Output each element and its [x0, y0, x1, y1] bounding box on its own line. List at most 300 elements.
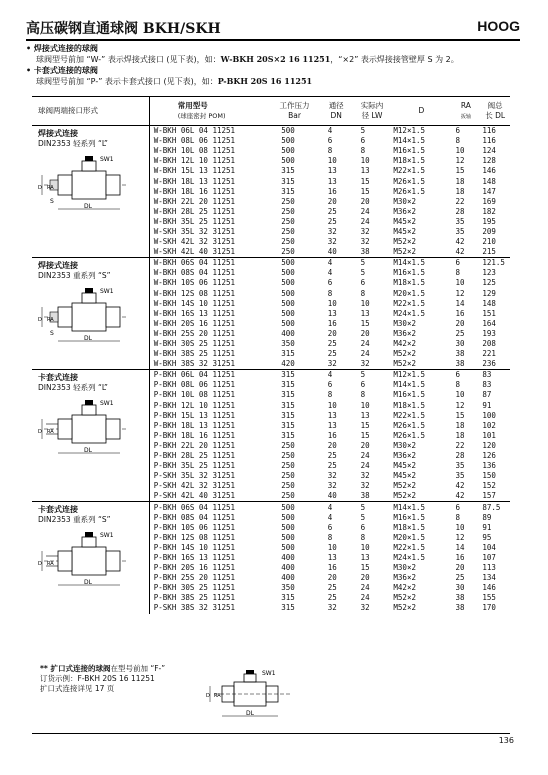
model-cell: W-BKH 18L 16 11251 [153, 186, 236, 196]
sw-label: SW1 [100, 156, 114, 163]
bore-cell: 8 [327, 390, 333, 400]
lw-cell: 20 [360, 573, 370, 583]
connection-cell [32, 370, 149, 502]
ra-cell: 18 [455, 186, 465, 196]
bore-cell: 6 [327, 522, 333, 532]
pressure-cell: 500 [281, 146, 295, 156]
pressure-cell: 250 [281, 237, 295, 247]
d-cell: M52×2 [393, 359, 416, 369]
model-cell: W-BKH 06S 04 11251 [149, 258, 269, 269]
bore-cell: 10 [327, 298, 337, 308]
model-cell: W-BKH 14S 10 11251 [153, 298, 236, 308]
lw-cell: 5 [360, 268, 366, 278]
ra-cell: 35 [455, 216, 465, 226]
model-cell: W-BKH 38S 25 11251 [153, 349, 236, 359]
d-cell: M16×1.5 [393, 146, 426, 156]
ra-cell: 22 [455, 440, 465, 450]
connection-title: 焊接式连接 [38, 129, 78, 138]
group-2 [32, 370, 510, 502]
dl-cell: 157 [482, 491, 496, 501]
lw-cell: 20 [360, 328, 370, 338]
model-cell: P-BKH 16S 13 11251 [153, 552, 236, 562]
connection-cell [32, 126, 149, 258]
pressure-cell: 500 [269, 126, 320, 137]
model-cell: W-SKH 42L 40 31251 [153, 247, 236, 257]
model-cell: P-BKH 22L 20 11251 [153, 440, 236, 450]
ra-cell: 15 [455, 410, 465, 420]
model-cell: W-BKH 10L 08 11251 [153, 146, 236, 156]
col-dl: 阀总 长 DL [480, 97, 510, 126]
bore-cell: 6 [327, 136, 333, 146]
footer-head: ** 扩口式连接的球阀 [40, 664, 111, 673]
connection-cell [32, 258, 149, 370]
pressure-cell: 250 [281, 481, 295, 491]
note-welded [26, 43, 531, 65]
dl-cell: 100 [482, 410, 496, 420]
s-label: S [50, 330, 54, 338]
header-rule [26, 39, 520, 41]
ra-cell: 38 [455, 359, 465, 369]
dl-cell: 182 [482, 206, 496, 216]
ra-cell: 8 [455, 512, 460, 522]
pressure-cell: 315 [281, 593, 295, 603]
bore-cell: 13 [327, 410, 337, 420]
model-cell: W-BKH 35L 25 11251 [153, 216, 236, 226]
brand-logo: HOOG [477, 18, 520, 34]
dl-cell: 129 [482, 288, 496, 298]
connection-subtitle: DIN2353 重系列 “S” [38, 271, 111, 281]
lw-cell: 15 [360, 318, 370, 328]
d-cell: M18×1.5 [393, 278, 426, 288]
d-cell: M14×1.5 [393, 380, 426, 390]
d-cell: M30×2 [393, 563, 416, 573]
bore-cell: 8 [327, 532, 333, 542]
ra-cell: 6 [451, 258, 480, 269]
dl-cell: 121.5 [480, 258, 510, 269]
dl-cell: 155 [482, 593, 496, 603]
lw-cell: 10 [360, 156, 370, 166]
note-body: 球阀型号前加 “W-” 表示焊接式接口 (见下表)，如：W-BKH 20S×2 16 11251，“×2” 表示焊接接管壁厚 S 为 2。 [36, 54, 459, 64]
table-row [32, 370, 510, 381]
d-cell: M52×2 [393, 237, 416, 247]
d-cell: M24×1.5 [393, 552, 426, 562]
pressure-cell: 315 [281, 420, 295, 430]
valve-drawing-svg [38, 285, 132, 347]
lw-cell: 15 [360, 430, 370, 440]
model-cell: W-SKH 35L 32 31251 [153, 226, 236, 236]
ra-cell: 25 [455, 573, 465, 583]
dl-cell: 209 [482, 226, 496, 236]
ra-cell: 6 [451, 370, 480, 381]
ra-cell: 30 [455, 339, 465, 349]
d-cell: M24×1.5 [393, 308, 426, 318]
footer-reference: 扩口式连接详见 17 页 [40, 684, 115, 693]
footer-note [40, 664, 165, 694]
ra-cell: 6 [451, 126, 480, 137]
ra-cell: 10 [455, 522, 465, 532]
valve-drawing-svg [38, 397, 132, 459]
ra-cell: 14 [455, 298, 465, 308]
s-label: S [50, 198, 54, 205]
pressure-cell: 250 [281, 226, 295, 236]
dl-label: DL [246, 710, 254, 717]
ra-cell: 20 [455, 563, 465, 573]
pressure-cell: 315 [281, 166, 295, 176]
lw-cell: 24 [360, 583, 370, 593]
dl-cell: 210 [482, 237, 496, 247]
ra-cell: 8 [455, 136, 460, 146]
lw-cell: 13 [360, 308, 370, 318]
model-cell: P-BKH 06S 04 11251 [149, 502, 269, 513]
dl-cell: 208 [482, 339, 496, 349]
d-cell: M42×2 [393, 339, 416, 349]
model-cell: P-BKH 25S 20 11251 [153, 573, 236, 583]
dl-cell: 95 [482, 532, 492, 542]
ra-cell: 38 [455, 603, 465, 613]
valve-drawing-svg [38, 529, 132, 591]
page-number: 136 [498, 736, 514, 745]
col-bore: 通径 DN [320, 97, 353, 126]
bore-cell: 16 [327, 430, 337, 440]
pressure-cell: 315 [281, 349, 295, 359]
notes-section [26, 43, 531, 87]
bore-cell: 32 [327, 603, 337, 613]
pressure-cell: 250 [281, 206, 295, 216]
pressure-cell: 500 [281, 278, 295, 288]
ra-cell: 35 [455, 471, 465, 481]
table-row [32, 126, 510, 137]
model-cell: P-BKH 35L 25 11251 [153, 461, 236, 471]
lw-cell: 5 [360, 512, 366, 522]
dl-cell: 116 [480, 126, 510, 137]
d-cell: M16×1.5 [393, 268, 426, 278]
d-cell: M45×2 [393, 216, 416, 226]
model-cell: W-BKH 38S 32 31251 [153, 359, 236, 369]
dl-label: DL [84, 203, 92, 210]
model-cell: P-SKH 42L 40 31251 [153, 491, 236, 501]
d-cell: M36×2 [393, 328, 416, 338]
d-cell: M52×2 [393, 603, 416, 613]
d-label: D [38, 561, 42, 568]
bore-cell: 10 [327, 542, 337, 552]
group-3 [32, 502, 510, 614]
d-cell: M14×1.5 [391, 502, 451, 513]
dl-cell: 104 [482, 542, 496, 552]
ra-cell: 25 [455, 328, 465, 338]
d-cell: M22×1.5 [393, 166, 426, 176]
bore-cell: 32 [327, 359, 337, 369]
bore-cell: 13 [327, 308, 337, 318]
model-cell: P-BKH 15L 13 11251 [153, 410, 236, 420]
d-cell: M12×1.5 [391, 370, 451, 381]
pressure-cell: 315 [281, 176, 295, 186]
connection-drawing [38, 285, 149, 350]
model-cell: W-BKH 20S 16 11251 [153, 318, 236, 328]
model-cell: W-BKH 28L 25 11251 [153, 206, 236, 216]
note-head: • 卡套式连接的球阀 [26, 66, 98, 75]
d-cell: M26×1.5 [393, 176, 426, 186]
bore-cell: 20 [327, 573, 337, 583]
bore-cell: 4 [327, 268, 333, 278]
d-cell: M45×2 [393, 226, 416, 236]
d-cell: M20×1.5 [393, 532, 426, 542]
dl-cell: 164 [482, 318, 496, 328]
pressure-cell: 250 [281, 491, 295, 501]
model-cell: W-BKH 08S 04 11251 [153, 268, 236, 278]
d-cell: M30×2 [393, 196, 416, 206]
lw-cell: 24 [360, 349, 370, 359]
model-cell: P-BKH 18L 16 11251 [153, 430, 236, 440]
lw-cell: 32 [360, 359, 370, 369]
lw-cell: 10 [360, 298, 370, 308]
lw-cell: 15 [360, 563, 370, 573]
footer-rule [32, 733, 510, 734]
lw-cell: 15 [360, 420, 370, 430]
d-cell: M26×1.5 [393, 420, 426, 430]
spec-table [32, 96, 510, 614]
lw-cell: 24 [360, 206, 370, 216]
bore-cell: 8 [327, 146, 333, 156]
bore-cell: 4 [320, 126, 353, 137]
d-cell: M26×1.5 [393, 430, 426, 440]
dl-cell: 126 [482, 451, 496, 461]
bore-cell: 6 [327, 380, 333, 390]
ra-cell: 35 [455, 461, 465, 471]
bore-cell: 25 [327, 339, 337, 349]
dl-cell: 236 [482, 359, 496, 369]
lw-cell: 5 [353, 126, 392, 137]
ra-cell: 8 [455, 380, 460, 390]
d-cell: M18×1.5 [393, 522, 426, 532]
lw-cell: 8 [360, 390, 366, 400]
lw-cell: 13 [360, 166, 370, 176]
lw-cell: 13 [360, 410, 370, 420]
dl-cell: 152 [482, 481, 496, 491]
bore-cell: 25 [327, 216, 337, 226]
model-cell: P-BKH 38S 25 11251 [153, 593, 236, 603]
pressure-cell: 250 [281, 247, 295, 257]
pressure-cell: 315 [281, 380, 295, 390]
lw-cell: 5 [353, 502, 392, 513]
lw-cell: 5 [353, 370, 392, 381]
bore-cell: 25 [327, 593, 337, 603]
lw-cell: 10 [360, 542, 370, 552]
ra-cell: 42 [455, 481, 465, 491]
d-cell: M52×2 [393, 491, 416, 501]
pressure-cell: 350 [281, 583, 295, 593]
model-cell: P-BKH 18L 13 11251 [153, 420, 236, 430]
pressure-cell: 500 [269, 258, 320, 269]
dl-cell: 102 [482, 420, 496, 430]
footer-example: 订货示例：F-BKH 20S 16 11251 [40, 674, 155, 683]
d-cell: M12×1.5 [391, 126, 451, 137]
ra-cell: 18 [455, 420, 465, 430]
model-cell: P-SKH 42L 32 31251 [153, 481, 236, 491]
model-cell: W-BKH 15L 13 11251 [153, 166, 236, 176]
lw-cell: 8 [360, 532, 366, 542]
ra-cell: 30 [455, 583, 465, 593]
connection-title: 焊接式连接 [38, 261, 78, 271]
lw-cell: 10 [360, 400, 370, 410]
ra-cell: 38 [455, 349, 465, 359]
sw-label: SW1 [262, 670, 276, 677]
ra-label: RA [47, 185, 54, 191]
d-label: D [38, 317, 42, 324]
model-cell: W-BKH 25S 20 11251 [153, 328, 236, 338]
ra-cell: 10 [455, 278, 465, 288]
pressure-cell: 250 [281, 196, 295, 206]
model-cell: P-BKH 06L 04 11251 [149, 370, 269, 381]
pressure-cell: 315 [281, 390, 295, 400]
dl-cell: 147 [482, 186, 496, 196]
model-cell: P-SKH 38S 32 31251 [153, 603, 236, 613]
col-connection: 球阀两端接口形式 [32, 97, 149, 126]
model-cell: W-BKH 12L 10 11251 [153, 156, 236, 166]
lw-cell: 32 [360, 471, 370, 481]
model-cell: W-BKH 30S 25 11251 [153, 339, 236, 349]
ra-label: RA [47, 317, 54, 324]
group-1 [32, 258, 510, 370]
d-cell: M18×1.5 [393, 156, 426, 166]
flared-valve-drawing [206, 668, 296, 724]
dl-cell: 83 [482, 380, 492, 390]
pressure-cell: 500 [281, 288, 295, 298]
bore-cell: 32 [327, 471, 337, 481]
pressure-cell: 250 [281, 216, 295, 226]
pressure-cell: 500 [269, 502, 320, 513]
d-cell: M36×2 [393, 206, 416, 216]
lw-cell: 8 [360, 288, 366, 298]
lw-cell: 24 [360, 216, 370, 226]
pressure-cell: 250 [281, 451, 295, 461]
dl-cell: 120 [482, 440, 496, 450]
lw-cell: 6 [360, 278, 366, 288]
model-cell: P-BKH 30S 25 11251 [153, 583, 236, 593]
valve-drawing-svg [206, 668, 296, 720]
dl-cell: 170 [482, 603, 496, 613]
ra-cell: 12 [455, 156, 465, 166]
ra-cell: 6 [451, 502, 480, 513]
d-label: D [38, 185, 42, 191]
d-cell: M20×1.5 [393, 288, 426, 298]
d-label: D [38, 429, 42, 436]
lw-cell: 6 [360, 522, 366, 532]
pressure-cell: 500 [281, 318, 295, 328]
pressure-cell: 315 [281, 186, 295, 196]
d-cell: M22×1.5 [393, 410, 426, 420]
valve-drawing-svg [38, 153, 132, 215]
col-d: D [391, 97, 451, 126]
ra-cell: 20 [455, 318, 465, 328]
col-model: 常用型号 (球座密封 POM) [149, 97, 269, 126]
dl-cell: 146 [482, 166, 496, 176]
model-cell: P-BKH 20S 16 11251 [153, 563, 236, 573]
sw-label: SW1 [100, 532, 114, 540]
d-cell: M45×2 [393, 471, 416, 481]
lw-cell: 38 [360, 247, 370, 257]
dl-cell: 124 [482, 146, 496, 156]
connection-subtitle: DIN2353 重系列 “S” [38, 515, 111, 525]
bore-cell: 16 [327, 563, 337, 573]
dl-cell: 169 [482, 196, 496, 206]
dl-cell: 221 [482, 349, 496, 359]
lw-cell: 6 [360, 380, 366, 390]
note-compression [26, 65, 531, 87]
dl-cell: 91 [482, 400, 492, 410]
dl-cell: 113 [482, 563, 496, 573]
pressure-cell: 500 [281, 308, 295, 318]
pressure-cell: 350 [281, 339, 295, 349]
d-cell: M14×1.5 [391, 258, 451, 269]
model-cell: P-BKH 12L 10 11251 [153, 400, 236, 410]
d-cell: M30×2 [393, 318, 416, 328]
bore-cell: 25 [327, 583, 337, 593]
bore-cell: 4 [327, 512, 333, 522]
d-cell: M45×2 [393, 461, 416, 471]
dl-cell: 146 [482, 583, 496, 593]
pressure-cell: 500 [281, 156, 295, 166]
ra-cell: 16 [455, 308, 465, 318]
bore-cell: 6 [327, 278, 333, 288]
bore-cell: 8 [327, 288, 333, 298]
model-cell: W-BKH 08L 06 11251 [153, 136, 236, 146]
dl-cell: 107 [482, 552, 496, 562]
ra-cell: 14 [455, 542, 465, 552]
connection-drawing [38, 529, 149, 594]
ra-cell: 18 [455, 430, 465, 440]
lw-cell: 24 [360, 451, 370, 461]
lw-cell: 15 [360, 176, 370, 186]
bore-cell: 20 [327, 440, 337, 450]
pressure-cell: 400 [281, 573, 295, 583]
lw-cell: 32 [360, 603, 370, 613]
model-cell: P-BKH 08L 06 11251 [153, 380, 236, 390]
d-cell: M36×2 [393, 573, 416, 583]
note-body: 球阀型号前加 “P-” 表示卡套式接口 (见下表)，如：P-BKH 20S 16 11251 [36, 76, 313, 86]
dl-cell: 134 [482, 573, 496, 583]
dl-cell: 89 [482, 512, 492, 522]
pressure-cell: 500 [281, 542, 295, 552]
ra-cell: 28 [455, 206, 465, 216]
pressure-cell: 250 [281, 461, 295, 471]
d-cell: M16×1.5 [393, 512, 426, 522]
pressure-cell: 500 [281, 268, 295, 278]
page-header [26, 18, 520, 40]
ra-cell: 42 [455, 237, 465, 247]
ra-cell: 10 [455, 146, 465, 156]
sw-label: SW1 [100, 288, 114, 296]
ra-cell: 12 [455, 288, 465, 298]
pressure-cell: 250 [281, 471, 295, 481]
pressure-cell: 315 [281, 410, 295, 420]
d-label: D [206, 693, 210, 699]
ra-cell: 8 [455, 268, 460, 278]
model-cell: W-SKH 42L 32 31251 [153, 237, 236, 247]
ra-cell: 10 [455, 390, 465, 400]
dl-cell: 148 [482, 298, 496, 308]
bore-cell: 40 [327, 247, 337, 257]
model-cell: W-BKH 22L 20 11251 [153, 196, 236, 206]
d-cell: M30×2 [393, 440, 416, 450]
connection-cell [32, 502, 149, 614]
dl-cell: 150 [482, 471, 496, 481]
model-cell: W-BKH 18L 13 11251 [153, 176, 236, 186]
table-header-row [32, 97, 510, 126]
pressure-cell: 500 [281, 532, 295, 542]
pressure-cell: 315 [269, 370, 320, 381]
dl-cell: 101 [482, 430, 496, 440]
pressure-cell: 420 [281, 359, 295, 369]
